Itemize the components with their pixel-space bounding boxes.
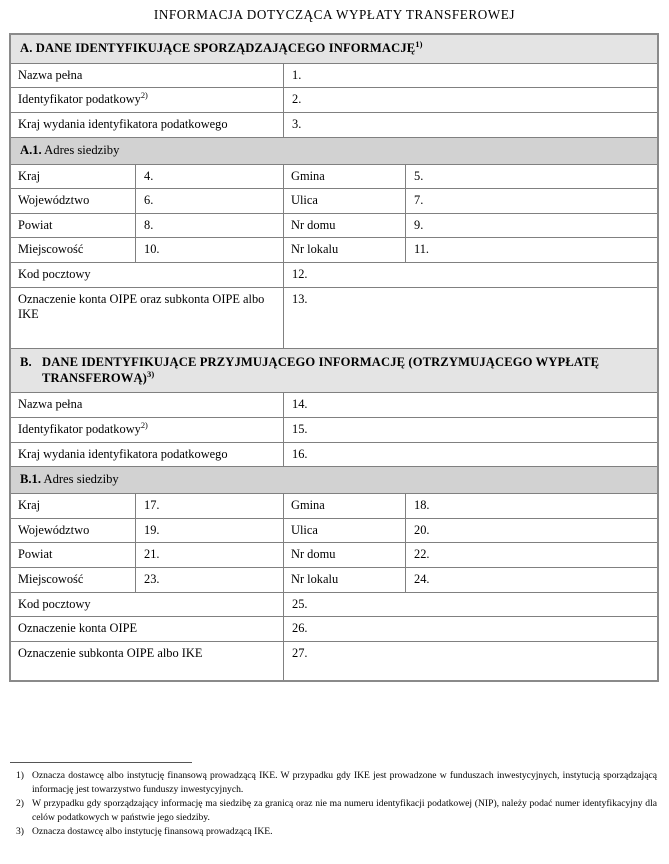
field-box-26[interactable]: 26. bbox=[284, 617, 658, 642]
field-box-7[interactable]: 7. bbox=[406, 189, 658, 214]
table-row bbox=[11, 543, 658, 568]
field-box-12[interactable]: 12. bbox=[284, 263, 658, 288]
field-box-3[interactable]: 3. bbox=[284, 113, 658, 138]
table-row bbox=[11, 592, 658, 617]
section-b-heading-letter: B. bbox=[20, 354, 32, 369]
field-label-oznaczenie-subkonta-oipe-ike-b1: Oznaczenie subkonta OIPE albo IKE bbox=[11, 641, 284, 680]
section-a1-heading-letter: A.1. bbox=[20, 142, 42, 157]
field-box-25[interactable]: 25. bbox=[284, 592, 658, 617]
field-label-text: Identyfikator podatkowy bbox=[18, 92, 141, 107]
footnotes-block bbox=[10, 762, 657, 840]
field-label-kraj-b1: Kraj bbox=[11, 494, 136, 519]
field-label-wojewodztwo-a1: Województwo bbox=[11, 189, 136, 214]
table-row bbox=[11, 238, 658, 263]
field-label-gmina-a1: Gmina bbox=[284, 164, 406, 189]
section-a1-heading-row bbox=[11, 137, 658, 164]
table-row bbox=[11, 164, 658, 189]
page-title: INFORMACJA DOTYCZĄCA WYPŁATY TRANSFEROWEJ bbox=[153, 7, 516, 22]
footnote-text: Oznacza dostawcę albo instytucję finansową prowadzącą IKE. bbox=[32, 826, 273, 838]
field-label-nazwa-pelna-a: Nazwa pełna bbox=[11, 63, 284, 88]
footnote-mark bbox=[10, 797, 32, 811]
field-label-oznaczenie-konta-oipe-subkonta-a1: Oznaczenie konta OIPE oraz subkonta OIPE albo IKE bbox=[11, 287, 284, 348]
footnote-item bbox=[10, 797, 657, 824]
field-label-ulica-b1: Ulica bbox=[284, 518, 406, 543]
table-row bbox=[11, 189, 658, 214]
field-label-kod-pocztowy-a1: Kod pocztowy bbox=[11, 263, 284, 288]
field-box-18[interactable]: 18. bbox=[406, 494, 658, 519]
field-box-1[interactable]: 1. bbox=[284, 63, 658, 88]
field-box-14[interactable]: 14. bbox=[284, 393, 658, 418]
table-row bbox=[11, 494, 658, 519]
footnote-ref: 2) bbox=[140, 90, 148, 101]
field-label-gmina-b1: Gmina bbox=[284, 494, 406, 519]
field-label-nazwa-pelna-b: Nazwa pełna bbox=[11, 393, 284, 418]
field-box-5[interactable]: 5. bbox=[406, 164, 658, 189]
field-box-6[interactable]: 6. bbox=[136, 189, 284, 214]
table-row bbox=[11, 442, 658, 467]
field-box-19[interactable]: 19. bbox=[136, 518, 284, 543]
field-label-oznaczenie-konta-oipe-b1: Oznaczenie konta OIPE bbox=[11, 617, 284, 642]
footnote-mark bbox=[10, 769, 32, 783]
table-row bbox=[11, 518, 658, 543]
section-a-heading-text: DANE IDENTYFIKUJĄCE SPORZĄDZAJĄCEGO INFORMACJĘ bbox=[35, 41, 416, 55]
field-label-nr-domu-a1: Nr domu bbox=[284, 213, 406, 238]
footnote-separator-rule bbox=[10, 762, 192, 763]
field-box-27[interactable]: 27. bbox=[284, 641, 658, 680]
footnote-text: Oznacza dostawcę albo instytucję finansową prowadzącą IKE. W przypadku gdy IKE jest prowadzone w funduszach inwestycyjnych, instytucją sporządzającą informację jest towarzystwo funduszy inwestycyjnych. bbox=[32, 770, 657, 795]
field-box-16[interactable]: 16. bbox=[284, 442, 658, 467]
field-label-kraj-wydania-a: Kraj wydania identyfikatora podatkowego bbox=[11, 113, 284, 138]
field-box-17[interactable]: 17. bbox=[136, 494, 284, 519]
transfer-payment-form-table bbox=[10, 34, 658, 681]
table-row bbox=[11, 213, 658, 238]
footnote-text: W przypadku gdy sporządzający informację ma siedzibę za granicą oraz nie ma numeru identyfikacji podatkowej (NIP), należy podać numer identyfikacyjny dla celów podatkowych w państwie jego siedziby. bbox=[32, 798, 657, 823]
table-row bbox=[11, 88, 658, 113]
section-a1-heading-text: Adres siedziby bbox=[44, 142, 120, 157]
field-box-20[interactable]: 20. bbox=[406, 518, 658, 543]
field-label-kraj-wydania-b: Kraj wydania identyfikatora podatkowego bbox=[11, 442, 284, 467]
section-b1-heading-row bbox=[11, 467, 658, 494]
table-row bbox=[11, 63, 658, 88]
table-row bbox=[11, 641, 658, 680]
section-b-heading bbox=[11, 348, 658, 393]
field-label-miejscowosc-a1: Miejscowość bbox=[11, 238, 136, 263]
section-a-heading-footnote-ref: 1) bbox=[415, 38, 423, 49]
footnote-ref: 2) bbox=[140, 419, 148, 430]
section-b-heading-footnote-ref: 3) bbox=[147, 368, 155, 379]
field-box-8[interactable]: 8. bbox=[136, 213, 284, 238]
field-label-powiat-b1: Powiat bbox=[11, 543, 136, 568]
field-label-powiat-a1: Powiat bbox=[11, 213, 136, 238]
table-row bbox=[11, 568, 658, 593]
section-b1-heading bbox=[11, 467, 658, 494]
section-b-heading-row bbox=[11, 348, 658, 393]
table-row bbox=[11, 617, 658, 642]
table-row bbox=[11, 113, 658, 138]
field-label-identyfikator-podatkowy-a bbox=[11, 88, 284, 113]
section-b-heading-text: DANE IDENTYFIKUJĄCE PRZYJMUJĄCEGO INFORMACJĘ (OTRZYMUJĄCEGO WYPŁATĘ TRANSFEROWĄ) bbox=[42, 354, 600, 385]
footnote-mark bbox=[10, 825, 32, 839]
section-a-heading-letter: A. bbox=[20, 41, 33, 55]
section-a1-heading bbox=[11, 137, 658, 164]
field-label-miejscowosc-b1: Miejscowość bbox=[11, 568, 136, 593]
table-row bbox=[11, 287, 658, 348]
footnote-item bbox=[10, 825, 657, 839]
section-a-heading bbox=[11, 35, 658, 64]
section-a-heading-row bbox=[11, 35, 658, 64]
footnote-item bbox=[10, 769, 657, 796]
field-box-10[interactable]: 10. bbox=[136, 238, 284, 263]
table-row bbox=[11, 418, 658, 443]
field-label-kod-pocztowy-b1: Kod pocztowy bbox=[11, 592, 284, 617]
field-label-identyfikator-podatkowy-b bbox=[11, 418, 284, 443]
field-box-23[interactable]: 23. bbox=[136, 568, 284, 593]
field-label-ulica-a1: Ulica bbox=[284, 189, 406, 214]
footnote-mark-text: 1) bbox=[16, 770, 24, 781]
field-box-11[interactable]: 11. bbox=[406, 238, 658, 263]
field-label-nr-domu-b1: Nr domu bbox=[284, 543, 406, 568]
section-b1-heading-text: Adres siedziby bbox=[43, 472, 119, 487]
field-label-nr-lokalu-b1: Nr lokalu bbox=[284, 568, 406, 593]
field-label-kraj-a1: Kraj bbox=[11, 164, 136, 189]
footnote-mark-text: 2) bbox=[16, 798, 24, 810]
field-box-22[interactable]: 22. bbox=[406, 543, 658, 568]
table-row bbox=[11, 393, 658, 418]
field-label-wojewodztwo-b1: Województwo bbox=[11, 518, 136, 543]
field-box-21[interactable]: 21. bbox=[136, 543, 284, 568]
field-box-15[interactable]: 15. bbox=[284, 418, 658, 443]
field-box-9[interactable]: 9. bbox=[406, 213, 658, 238]
field-box-2[interactable]: 2. bbox=[284, 88, 658, 113]
field-label-text: Identyfikator podatkowy bbox=[18, 422, 141, 437]
field-label-nr-lokalu-a1: Nr lokalu bbox=[284, 238, 406, 263]
field-box-13[interactable]: 13. bbox=[284, 287, 658, 348]
section-b1-heading-letter: B.1. bbox=[20, 472, 41, 487]
footnote-mark-text: 3) bbox=[16, 826, 24, 838]
field-box-4[interactable]: 4. bbox=[136, 164, 284, 189]
table-row bbox=[11, 263, 658, 288]
field-box-24[interactable]: 24. bbox=[406, 568, 658, 593]
